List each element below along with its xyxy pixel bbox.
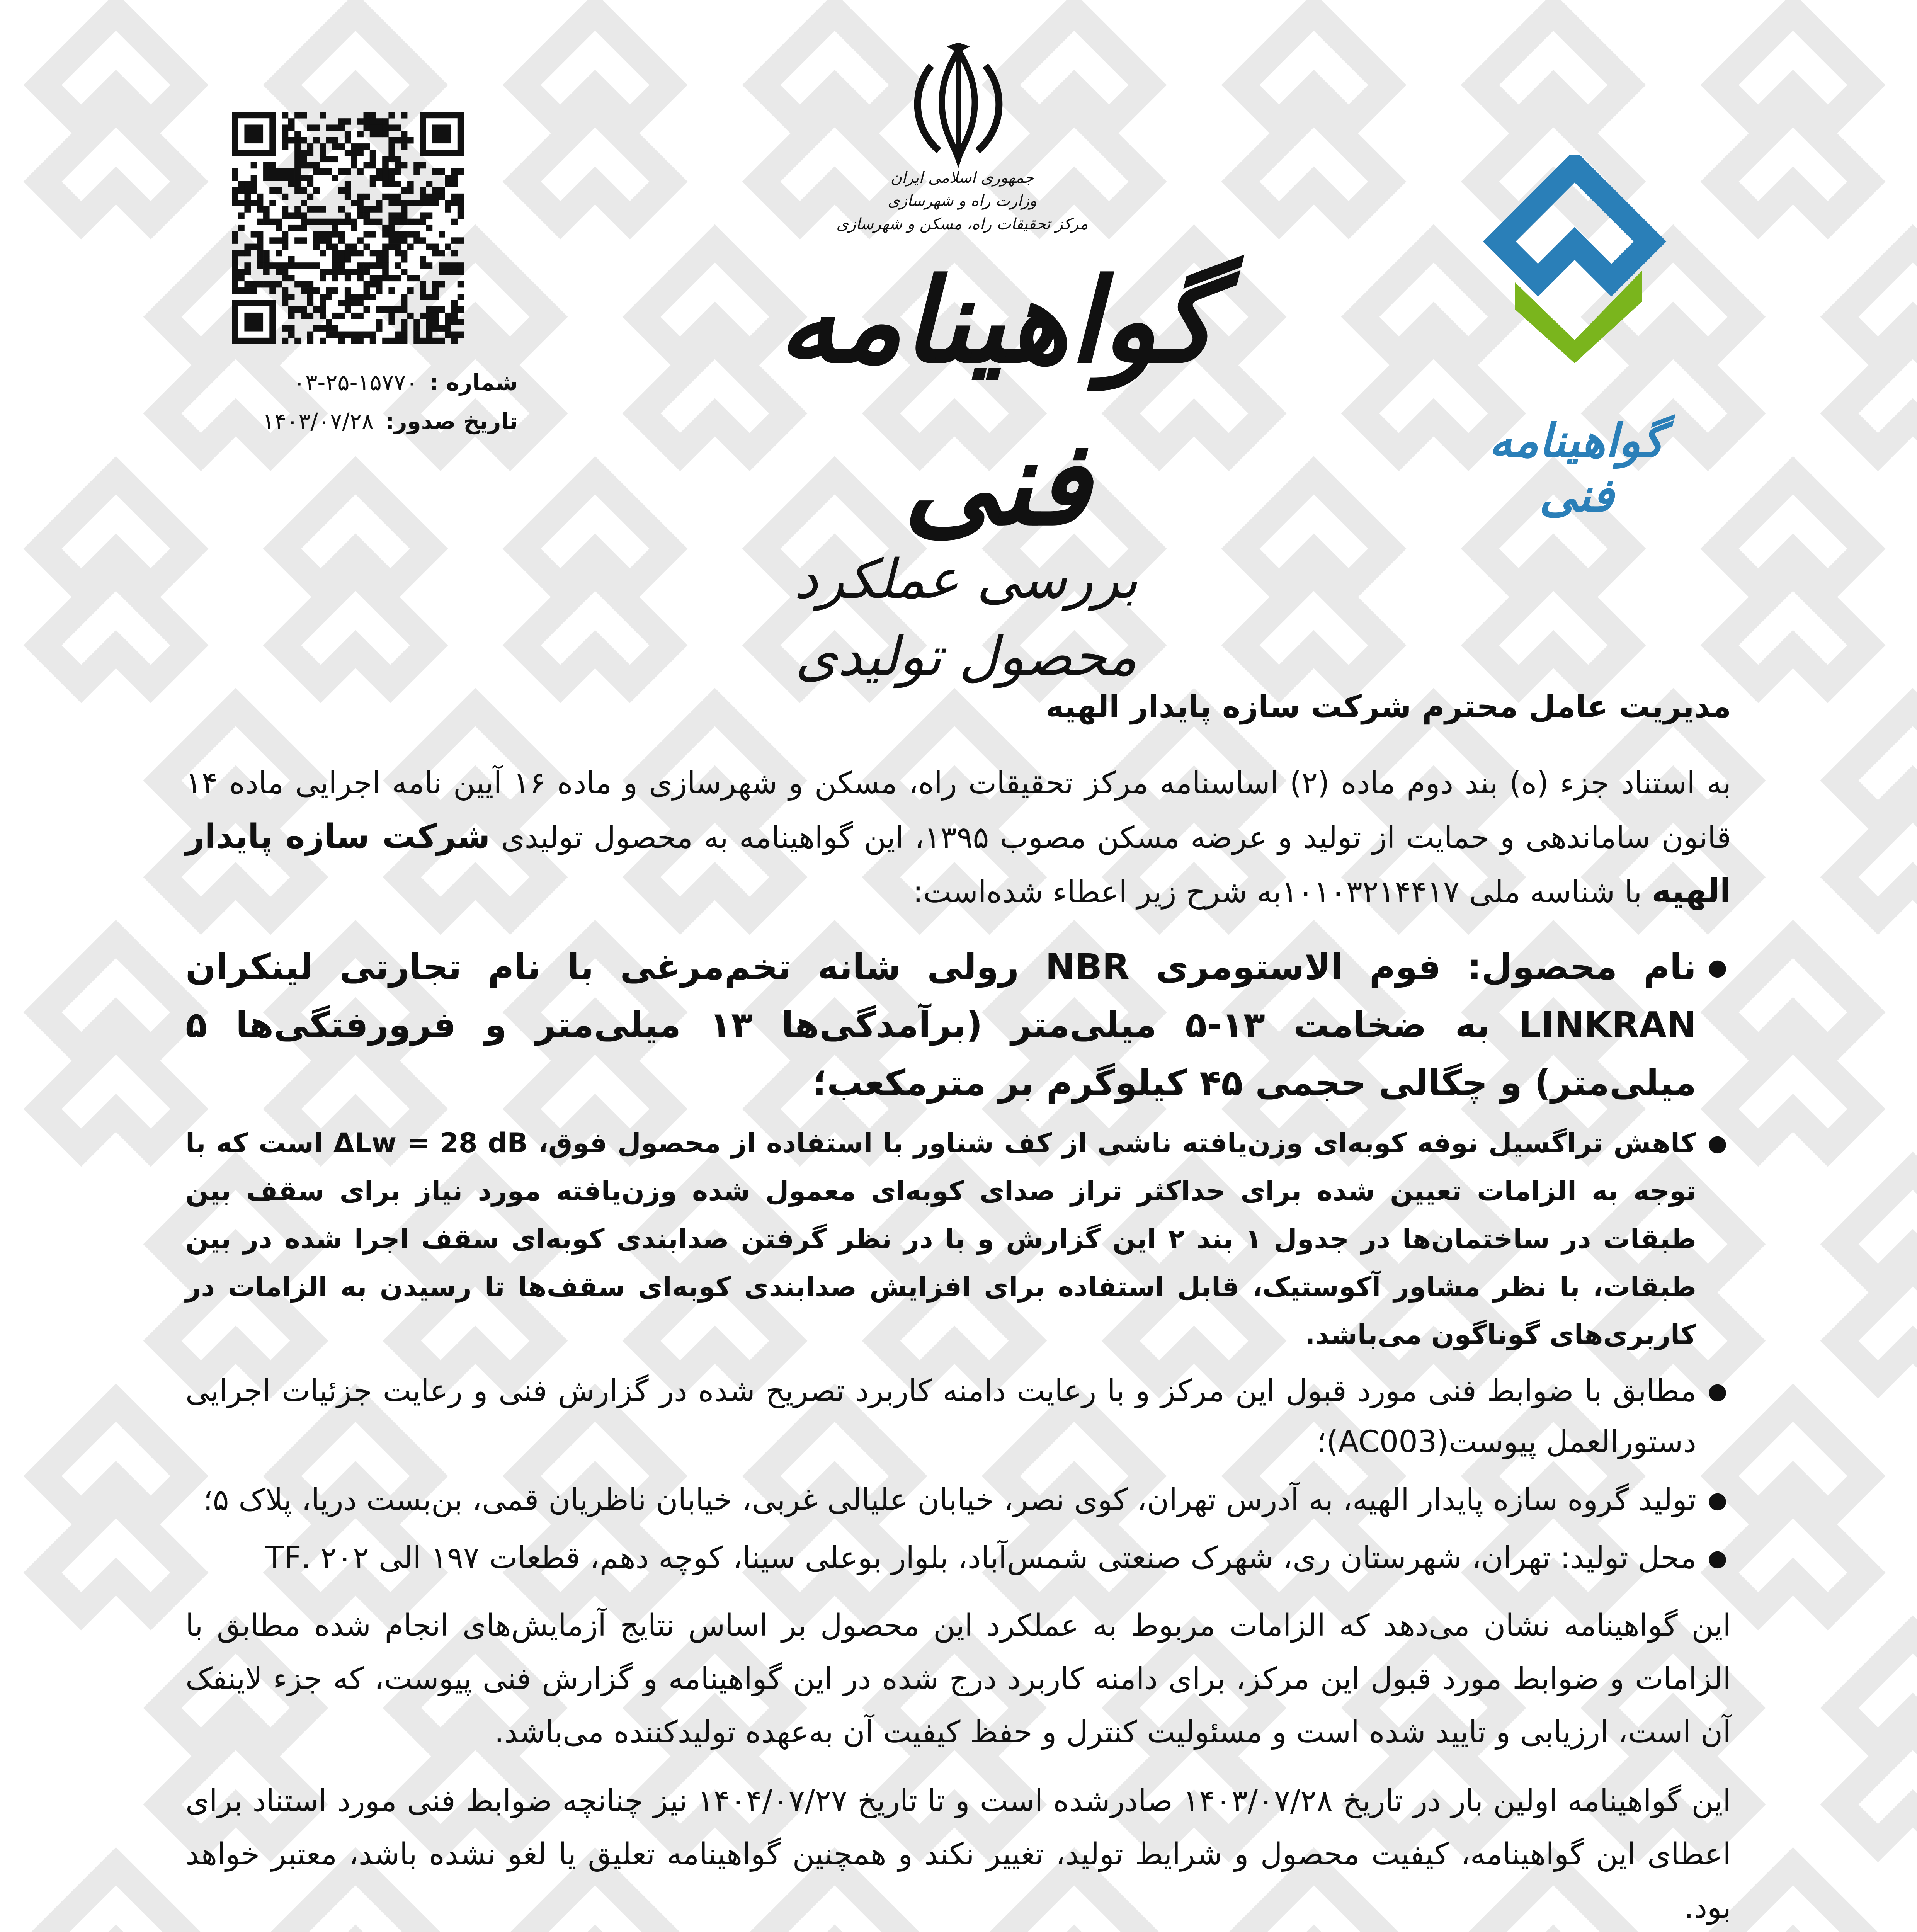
certificate-body <box>185 680 1731 1932</box>
watermark-mark <box>522 475 668 684</box>
ministry-line: جمهوری اسلامی ایران <box>890 169 1034 187</box>
qr-code[interactable] <box>232 112 464 344</box>
watermark-mark <box>1839 243 1917 452</box>
ministry-lines <box>831 166 1094 236</box>
watermark-mark <box>1240 12 1387 220</box>
list-item: ● کاهش تراگسیل نوفه کوبه‌ای وزن‌یافته ناشی از کف شناور با استفاده از محصول فوق، ΔLw = 28 dB است که با توجه به الزامات تعیین شده برای حداکثر تراز صدای کوبه‌ای معمول شده وزن‌یافته مورد نیاز برای سقف بین طبقات در ساختمان‌ها در جدول ۱ بند ۲ این گزارش و با در نظر گرفتن صدابندی کوبه‌ای سقف اجرا شده در بین طبقات، با نظر مشاور آکوستیک، قابل استفاده برای افزایش صدابندی کوبه‌ای سقف‌ها تا رسیدن به الزامات در کاربری‌های گوناگون می‌باشد. <box>185 1119 1696 1359</box>
company-name: شرکت سازه پایدار الهیه <box>185 817 1731 910</box>
watermark-mark <box>1720 475 1866 684</box>
list-item: ● مطابق با ضوابط فنی مورد قبول این مرکز و با رعایت دامنه کاربرد تصریح شده در گزارش فنی و رعایت جزئیات اجرایی دستورالعمل پیوست(AC003)؛ <box>185 1366 1696 1468</box>
national-emblem-icon <box>900 43 1016 170</box>
watermark-mark <box>522 12 668 220</box>
watermark-mark <box>1720 12 1866 220</box>
date-value: ۱۴۰۳/۰۷/۲۸ <box>262 408 374 434</box>
intro-paragraph <box>185 757 1731 919</box>
certificate-logo-icon <box>1468 155 1681 371</box>
list-item: ● نام محصول: فوم الاستومری NBR رولی شانه تخم‌مرغی با نام تجارتی لینکران LINKRAN به ضخامت ۱۳-۵ میلی‌متر (برآمدگی‌ها ۱۳ میلی‌متر و فرورفتگی‌ها ۵ میلی‌متر) و چگالی حجمی ۴۵ کیلوگرم بر مترمکعب؛ <box>185 938 1696 1112</box>
date-label: تاریخ صدور: <box>385 408 518 434</box>
watermark-mark <box>282 475 429 684</box>
watermark-mark <box>1720 1403 1866 1611</box>
intro-tail: با شناسه ملی ۱۰۱۰۳۲۱۴۴۱۷به شرح زیر اعطاء شده‌است: <box>913 875 1642 910</box>
watermark-mark <box>1720 1866 1866 1932</box>
watermark-mark <box>1240 475 1387 684</box>
document-title: گواهینامه فنی <box>778 252 1216 551</box>
watermark-mark <box>1839 707 1917 916</box>
list-item: ● تولید گروه سازه پایدار الهیه، به آدرس تهران، کوی نصر، خیابان علیالی غربی، خیابان ناظریان قمی، بن‌بست دریا، پلاک ۵؛ <box>185 1475 1696 1526</box>
validity-paragraph: این گواهینامه اولین بار در تاریخ ۱۴۰۳/۰۷/۲۸ صادرشده است و تا تاریخ ۱۴۰۴/۰۷/۲۷ نیز چنانچه ضوابط فنی مورد استناد برای اعطای این گواهینامه، کیفیت محصول و شرایط تولید، تغییر نکند و همچنین گواهینامه تعلیق یا لغو نشده باشد، معتبر خواهد بود. <box>185 1784 1731 1925</box>
number-value: ۰۳-۲۵-۱۵۷۷۰ <box>293 369 418 396</box>
validation-paragraph: این گواهینامه نشان می‌دهد که الزامات مربوط به عملکرد این محصول بر اساس نتایج آزمایش‌های انجام شده مطابق با الزامات و ضوابط مورد قبول این مرکز، برای دامنه کاربرد درج شده در این گواهینامه و گزارش فنی پیوست، که جزء لاینفک آن است، ارزیابی و تایید شده است و مسئولیت کنترل و حفظ کیفیت آن به‌عهده تولیدکننده می‌باشد. <box>185 1608 1731 1750</box>
document-subtitle: بررسی عملکرد محصول تولیدی <box>794 548 1138 688</box>
intro-text: به استناد جزء (ه) بند دوم ماده (۲) اساسنامه مرکز تحقیقات راه، مسکن و شهرسازی و ماده ۱۶ آیین نامه اجرایی ماده ۱۴ قانون ساماندهی و حمایت از تولید و عرضه مسکن مصوب ۱۳۹۵، این گواهینامه به محصول تولیدی <box>185 766 1732 855</box>
watermark-mark <box>43 475 189 684</box>
watermark-mark <box>43 12 189 220</box>
logo-caption: گواهینامه فنی <box>1489 413 1664 522</box>
salutation: مدیریت عامل محترم شرکت سازه پایدار الهیه <box>1045 689 1731 724</box>
list-item: ● محل تولید: تهران، شهرستان ری، شهرک صنعتی شمس‌آباد، بلوار بوعلی سینا، کوچه دهم، قطعات ۱۹۷ الی ۲۰۲ .TF <box>185 1532 1696 1583</box>
watermark-mark <box>1839 1171 1917 1379</box>
ministry-line: وزارت راه و شهرسازی <box>888 192 1037 210</box>
watermark-mark <box>43 939 189 1148</box>
ministry-line: مرکز تحقیقات راه، مسکن و شهرسازی <box>836 215 1088 233</box>
watermark-mark <box>43 1403 189 1611</box>
certificate-meta <box>201 363 518 440</box>
watermark-mark <box>1720 939 1866 1148</box>
certificate-items <box>185 938 1731 1583</box>
number-label: شماره : <box>429 369 518 396</box>
watermark-mark <box>43 1866 189 1932</box>
watermark-mark <box>1839 1634 1917 1843</box>
